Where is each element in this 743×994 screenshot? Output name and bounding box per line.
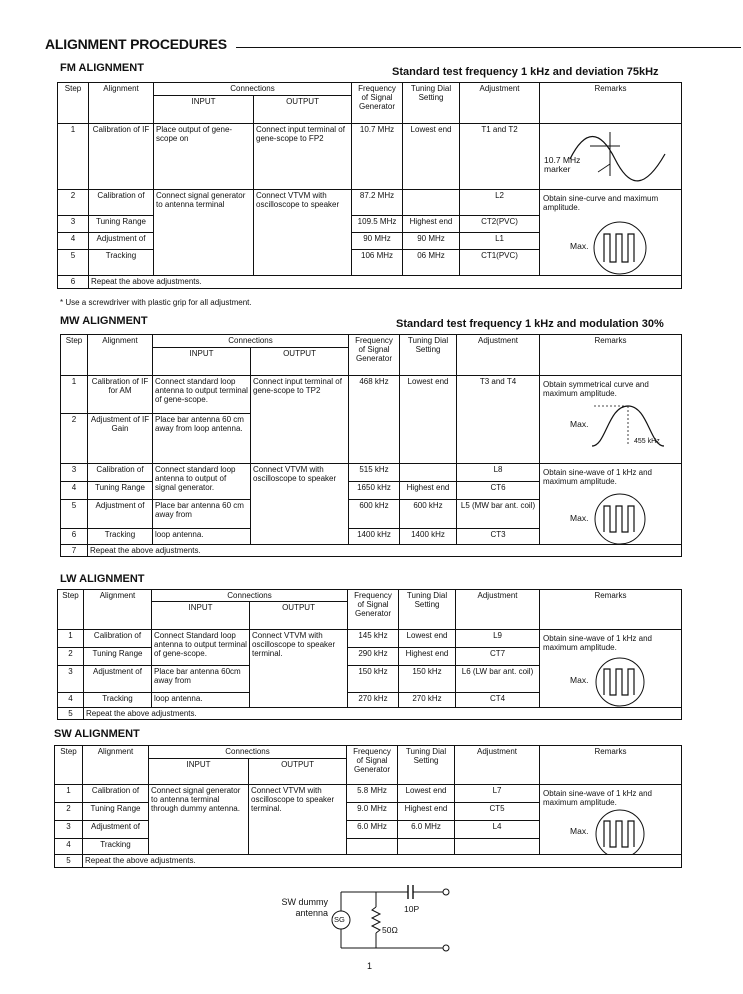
sw-align-3: Adjustment of	[83, 821, 149, 839]
fm-remarks-2-text: Obtain sine-curve and maximum amplitude.	[543, 194, 659, 212]
mw-step-6: 6	[61, 529, 88, 545]
mw-hdr-tuning: Tuning Dial Setting	[400, 335, 457, 376]
mw-hdr-frequency: Frequency of Signal Generator	[349, 335, 400, 376]
fm-scope-graphic	[590, 218, 650, 276]
sw-freq-1: 5.8 MHz	[347, 785, 398, 803]
sw-step-5: 5	[55, 855, 83, 868]
mw-hdr-input: INPUT	[153, 348, 251, 376]
lw-freq-1: 145 kHz	[348, 630, 399, 648]
lw-adj-4: CT4	[456, 693, 540, 708]
sw-remarks-1-text: Obtain sine-wave of 1 kHz and maximum amplitude.	[543, 789, 652, 807]
mw-tuning-1: Lowest end	[400, 376, 457, 464]
sw-adj-1: L7	[455, 785, 540, 803]
hdr-tuning: Tuning Dial Setting	[403, 83, 460, 124]
sw-step-1: 1	[55, 785, 83, 803]
lw-remarks-1-text: Obtain sine-wave of 1 kHz and maximum amplitude.	[543, 634, 652, 652]
fm-align-2: Calibration of	[89, 190, 154, 216]
fm-remarks-1	[540, 124, 682, 190]
lw-input-1: Connect Standard loop antenna to output terminal of gene-scope.	[152, 630, 250, 666]
fm-adj-3: CT2(PVC)	[460, 216, 540, 233]
dummy-res-label: 50Ω	[382, 925, 398, 935]
sw-hdr-remarks: Remarks	[540, 746, 682, 785]
lw-step-4: 4	[58, 693, 84, 708]
sw-tuning-2: Highest end	[398, 803, 455, 821]
lw-max-label: Max.	[570, 675, 589, 685]
mw-freq-4: 1650 kHz	[349, 482, 400, 500]
sw-hdr-alignment: Alignment	[83, 746, 149, 785]
sw-output-1: Connect VTVM with oscilloscope to speaker terminal.	[249, 785, 347, 855]
fm-freq-3: 109.5 MHz	[352, 216, 403, 233]
lw-align-3: Adjustment of	[84, 666, 152, 693]
hdr-alignment: Alignment	[89, 83, 154, 124]
lw-adj-3: L6 (LW bar ant. coil)	[456, 666, 540, 693]
mw-adj-4: CT6	[457, 482, 540, 500]
mw-remarks-3	[540, 464, 682, 545]
fm-repeat: Repeat the above adjustments.	[89, 276, 682, 289]
sw-scope-graphic	[590, 807, 650, 855]
sw-step-4: 4	[55, 839, 83, 855]
lw-adj-1: L9	[456, 630, 540, 648]
fm-step-3: 3	[58, 216, 89, 233]
mw-input-3: Connect standard loop antenna to output of signal generator.	[153, 464, 251, 500]
fm-standard: Standard test frequency 1 kHz and deviation 75kHz	[392, 66, 659, 78]
lw-hdr-alignment: Alignment	[84, 590, 152, 630]
lw-hdr-remarks: Remarks	[540, 590, 682, 630]
mw-adj-6: CT3	[457, 529, 540, 545]
lw-step-5: 5	[58, 708, 84, 720]
mw-hdr-step: Step	[61, 335, 88, 376]
sw-remarks-1	[540, 785, 682, 855]
mw-if-curve-graphic	[588, 400, 668, 456]
sw-adj-3: L4	[455, 821, 540, 839]
fm-tuning-2	[403, 190, 460, 216]
fm-adj-2: L2	[460, 190, 540, 216]
hdr-frequency: Frequency of Signal Generator	[352, 83, 403, 124]
mw-table	[60, 334, 682, 557]
mw-adj-1: T3 and T4	[457, 376, 540, 464]
lw-tuning-4: 270 kHz	[399, 693, 456, 708]
sw-freq-4	[347, 839, 398, 855]
mw-remarks-1-text: Obtain symmetrical curve and maximum amplitude.	[543, 380, 649, 398]
mw-align-5: Adjustment of	[88, 500, 153, 529]
mw-align-2: Adjustment of IF Gain	[88, 414, 153, 464]
sw-hdr-tuning: Tuning Dial Setting	[398, 746, 455, 785]
mw-freq-1: 468 kHz	[349, 376, 400, 464]
sw-adj-4	[455, 839, 540, 855]
lw-hdr-tuning: Tuning Dial Setting	[399, 590, 456, 630]
mw-tuning-3	[400, 464, 457, 482]
lw-freq-2: 290 kHz	[348, 648, 399, 666]
sw-step-2: 2	[55, 803, 83, 821]
fm-table	[57, 82, 682, 289]
fm-freq-5: 106 MHz	[352, 250, 403, 276]
mw-step-2: 2	[61, 414, 88, 464]
sw-step-3: 3	[55, 821, 83, 839]
fm-adj-5: CT1(PVC)	[460, 250, 540, 276]
fm-step-6: 6	[58, 276, 89, 289]
lw-hdr-adjustment: Adjustment	[456, 590, 540, 630]
mw-adj-3: L8	[457, 464, 540, 482]
mw-adj-5: L5 (MW bar ant. coil)	[457, 500, 540, 529]
hdr-input: INPUT	[154, 96, 254, 124]
mw-align-4: Tuning Range	[88, 482, 153, 500]
title-rule	[236, 47, 741, 48]
lw-align-1: Calibration of	[84, 630, 152, 648]
mw-freq-5: 600 kHz	[349, 500, 400, 529]
lw-hdr-connections: Connections	[152, 590, 348, 602]
dummy-cap-label: 10P	[404, 904, 420, 914]
mw-remarks-3-text: Obtain sine-wave of 1 kHz and maximum amplitude.	[543, 468, 652, 486]
mw-scope-graphic	[590, 490, 650, 545]
fm-title: FM ALIGNMENT	[60, 62, 144, 74]
hdr-step: Step	[58, 83, 89, 124]
lw-hdr-step: Step	[58, 590, 84, 630]
mw-tuning-4: Highest end	[400, 482, 457, 500]
fm-freq-2: 87.2 MHz	[352, 190, 403, 216]
fm-step-1: 1	[58, 124, 89, 190]
page-title: ALIGNMENT PROCEDURES	[45, 36, 227, 52]
mw-max-label: Max.	[570, 513, 589, 523]
sw-tuning-4	[398, 839, 455, 855]
lw-adj-2: CT7	[456, 648, 540, 666]
mw-title: MW ALIGNMENT	[60, 315, 148, 327]
fm-step-2: 2	[58, 190, 89, 216]
mw-step-3: 3	[61, 464, 88, 482]
lw-step-1: 1	[58, 630, 84, 648]
sw-tuning-3: 6.0 MHz	[398, 821, 455, 839]
lw-repeat: Repeat the above adjustments.	[84, 708, 682, 720]
lw-hdr-output: OUTPUT	[250, 602, 348, 630]
page-number: 1	[367, 961, 373, 971]
fm-output-1: Connect input terminal of gene-scope to FP2	[254, 124, 352, 190]
sw-max-label: Max.	[570, 826, 589, 836]
sw-align-1: Calibration of	[83, 785, 149, 803]
lw-freq-3: 150 kHz	[348, 666, 399, 693]
fm-step-5: 5	[58, 250, 89, 276]
fm-align-1: Calibration of IF	[89, 124, 154, 190]
mw-hdr-remarks: Remarks	[540, 335, 682, 376]
sw-table	[54, 745, 682, 868]
mw-step-7: 7	[61, 545, 88, 557]
mw-hdr-output: OUTPUT	[251, 348, 349, 376]
lw-align-2: Tuning Range	[84, 648, 152, 666]
lw-scope-graphic	[590, 654, 650, 708]
hdr-remarks: Remarks	[540, 83, 682, 124]
lw-table	[57, 589, 682, 720]
fm-adj-1: T1 and T2	[460, 124, 540, 190]
lw-tuning-3: 150 kHz	[399, 666, 456, 693]
mw-align-3: Calibration of	[88, 464, 153, 482]
mw-if-max-label: Max.	[570, 419, 589, 429]
sw-hdr-adjustment: Adjustment	[455, 746, 540, 785]
mw-freq-6: 1400 kHz	[349, 529, 400, 545]
fm-align-4: Adjustment of	[89, 233, 154, 250]
mw-standard: Standard test frequency 1 kHz and modulation 30%	[396, 318, 664, 330]
mw-hdr-connections: Connections	[153, 335, 349, 348]
lw-hdr-input: INPUT	[152, 602, 250, 630]
mw-align-1: Calibration of IF for AM	[88, 376, 153, 414]
mw-align-6: Tracking	[88, 529, 153, 545]
fm-freq-1: 10.7 MHz	[352, 124, 403, 190]
dummy-antenna-circuit	[325, 882, 465, 962]
hdr-adjustment: Adjustment	[460, 83, 540, 124]
lw-hdr-frequency: Frequency of Signal Generator	[348, 590, 399, 630]
fm-footnote: * Use a screwdriver with plastic grip for all adjustment.	[60, 298, 252, 307]
fm-max-label: Max.	[570, 241, 589, 251]
fm-tuning-4: 90 MHz	[403, 233, 460, 250]
sw-hdr-frequency: Frequency of Signal Generator	[347, 746, 398, 785]
sw-tuning-1: Lowest end	[398, 785, 455, 803]
sw-freq-2: 9.0 MHz	[347, 803, 398, 821]
hdr-connections: Connections	[154, 83, 352, 96]
hdr-output: OUTPUT	[254, 96, 352, 124]
fm-output-2: Connect VTVM with oscilloscope to speaker	[254, 190, 352, 276]
sw-hdr-output: OUTPUT	[249, 759, 347, 785]
mw-bw-label: 455 kHz	[634, 438, 660, 445]
sw-repeat: Repeat the above adjustments.	[83, 855, 682, 868]
lw-align-4: Tracking	[84, 693, 152, 708]
mw-step-5: 5	[61, 500, 88, 529]
mw-input-6: loop antenna.	[153, 529, 251, 545]
fm-tuning-1: Lowest end	[403, 124, 460, 190]
sw-align-4: Tracking	[83, 839, 149, 855]
lw-step-2: 2	[58, 648, 84, 666]
lw-step-3: 3	[58, 666, 84, 693]
fm-freq-4: 90 MHz	[352, 233, 403, 250]
lw-input-3: Place bar antenna 60cm away from	[152, 666, 250, 693]
fm-step-4: 4	[58, 233, 89, 250]
mw-input-5: Place bar antenna 60 cm away from	[153, 500, 251, 529]
mw-output-1: Connect input terminal of gene-scope to TP2	[251, 376, 349, 464]
sw-adj-2: CT5	[455, 803, 540, 821]
lw-freq-4: 270 kHz	[348, 693, 399, 708]
mw-hdr-alignment: Alignment	[88, 335, 153, 376]
lw-input-4: loop antenna.	[152, 693, 250, 708]
mw-input-1: Connect standard loop antenna to output terminal of gene-scope.	[153, 376, 251, 414]
fm-input-1: Place output of gene-scope on	[154, 124, 254, 190]
sw-freq-3: 6.0 MHz	[347, 821, 398, 839]
lw-tuning-2: Highest end	[399, 648, 456, 666]
mw-tuning-5: 600 kHz	[400, 500, 457, 529]
fm-tuning-5: 06 MHz	[403, 250, 460, 276]
fm-tuning-3: Highest end	[403, 216, 460, 233]
mw-input-2: Place bar antenna 60 cm away from loop antenna.	[153, 414, 251, 464]
mw-tuning-6: 1400 kHz	[400, 529, 457, 545]
sw-hdr-input: INPUT	[149, 759, 249, 785]
fm-adj-4: L1	[460, 233, 540, 250]
mw-repeat: Repeat the above adjustments.	[88, 545, 682, 557]
dummy-antenna-label: SW dummy antenna	[281, 897, 328, 918]
mw-output-3: Connect VTVM with oscilloscope to speaker	[251, 464, 349, 545]
lw-tuning-1: Lowest end	[399, 630, 456, 648]
mw-hdr-adjustment: Adjustment	[457, 335, 540, 376]
dummy-source-label: SG	[334, 915, 345, 924]
fm-align-3: Tuning Range	[89, 216, 154, 233]
sw-hdr-connections: Connections	[149, 746, 347, 759]
fm-align-5: Tracking	[89, 250, 154, 276]
mw-step-1: 1	[61, 376, 88, 414]
mw-freq-3: 515 kHz	[349, 464, 400, 482]
sw-title: SW ALIGNMENT	[54, 728, 140, 740]
lw-title: LW ALIGNMENT	[60, 573, 145, 585]
fm-remarks-2	[540, 190, 682, 276]
sw-input-1: Connect signal generator to antenna terminal through dummy antenna.	[149, 785, 249, 855]
mw-remarks-1	[540, 376, 682, 464]
sw-hdr-step: Step	[55, 746, 83, 785]
sw-align-2: Tuning Range	[83, 803, 149, 821]
lw-remarks-1	[540, 630, 682, 708]
fm-input-2: Connect signal generator to antenna terminal	[154, 190, 254, 276]
lw-output-1: Connect VTVM with oscilloscope to speaker terminal.	[250, 630, 348, 708]
fm-marker-label: 10.7 MHz marker	[544, 155, 581, 174]
mw-step-4: 4	[61, 482, 88, 500]
